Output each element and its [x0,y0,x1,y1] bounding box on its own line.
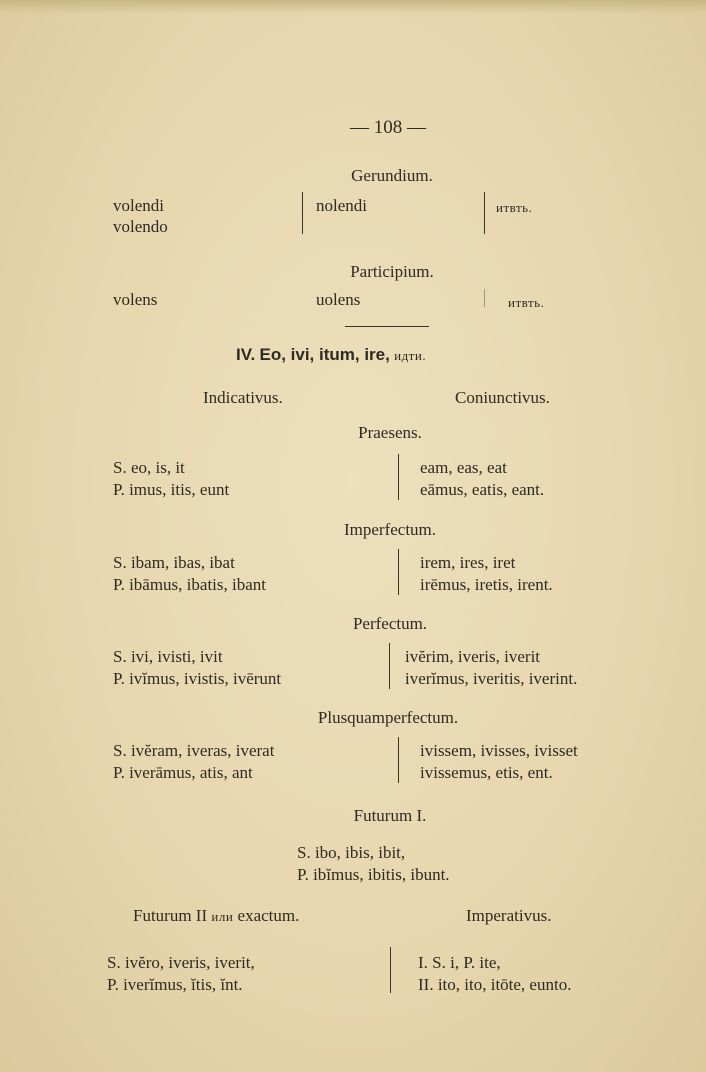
tense-heading: Plusquamperfectum. [317,708,459,727]
indicative-plural: P. iverāmus, atis, ant [113,763,253,782]
indicative-plural: P. ivĭmus, ivistis, ivērunt [113,669,282,688]
column-divider [398,737,399,783]
tense-heading: Imperfectum. [343,520,437,539]
subjunctive-singular: ivissem, ivisses, ivisset [420,741,578,760]
subjunctive-plural: eāmus, eatis, eant. [420,480,545,499]
futurum-2-singular: S. ivĕro, iveris, iverit, [107,953,255,972]
tense-heading: Perfectum. [352,614,428,633]
participium-form-2: uolens [316,290,361,309]
futurum-1-singular: S. ibo, ibis, ibit, [297,843,406,862]
column-divider [484,192,485,234]
indicative-singular: S. ivĕram, iveras, iverat [113,741,275,760]
column-divider [389,643,390,689]
verb-numeral: IV. [236,345,256,364]
futurum-2-plural: P. iverĭmus, ĭtis, ĭnt. [107,975,243,994]
verb-heading [236,345,426,366]
futurum-1-plural: P. ibĭmus, ibitis, ibunt. [297,865,450,884]
indicative-heading: Indicativus. [203,388,283,407]
column-divider [484,289,485,307]
gerundium-translation: итвть. [496,200,533,215]
subjunctive-plural: iverĭmus, iveritis, iverint. [405,669,578,688]
subjunctive-plural: ivissemus, etis, ent. [420,763,553,782]
futurum-1-heading: Futurum I. [353,806,427,825]
column-divider [398,549,399,595]
subjunctive-singular: eam, eas, eat [420,458,507,477]
imperativus-heading: Imperativus. [466,906,552,925]
column-divider [398,454,399,500]
column-divider [302,192,303,234]
indicative-plural: P. ibāmus, ibatis, ibant [113,575,266,594]
indicative-singular: S. ivi, ivisti, ivit [113,647,223,666]
gerundium-form-2: volendo [113,217,168,236]
page-number: — 108 — [350,117,426,138]
section-rule [345,326,429,327]
imperativus-line-2: II. ito, ito, itōte, eunto. [418,975,572,994]
futurum-2-heading [133,906,299,927]
participium-form-1: volens [113,290,158,309]
gerundium-heading: Gerundium. [351,166,433,185]
indicative-singular: S. ibam, ibas, ibat [113,553,235,572]
futurum-2-heading-latin: Futurum II [133,906,208,925]
verb-principal-parts: Eo, ivi, itum, ire, [259,345,390,364]
page-top-edge [0,0,706,14]
gerundium-form-noli: nolendi [316,196,367,215]
subjunctive-plural: irēmus, iretis, irent. [420,575,553,594]
column-divider [390,947,391,993]
verb-translation: идти. [394,348,427,363]
subjunctive-heading: Coniunctivus. [455,388,550,407]
futurum-2-heading-connector: или [211,909,234,924]
participium-translation: итвть. [508,295,545,310]
indicative-singular: S. eo, is, it [113,458,185,477]
subjunctive-singular: irem, ires, iret [420,553,516,572]
participium-heading: Participium. [350,262,434,281]
gerundium-form-1: volendi [113,196,164,215]
indicative-plural: P. imus, itis, eunt [113,480,230,499]
tense-heading: Praesens. [358,423,422,442]
subjunctive-singular: ivĕrim, iveris, iverit [405,647,541,666]
futurum-2-heading-rest: exactum. [237,906,300,925]
imperativus-line-1: I. S. i, P. ite, [418,953,501,972]
